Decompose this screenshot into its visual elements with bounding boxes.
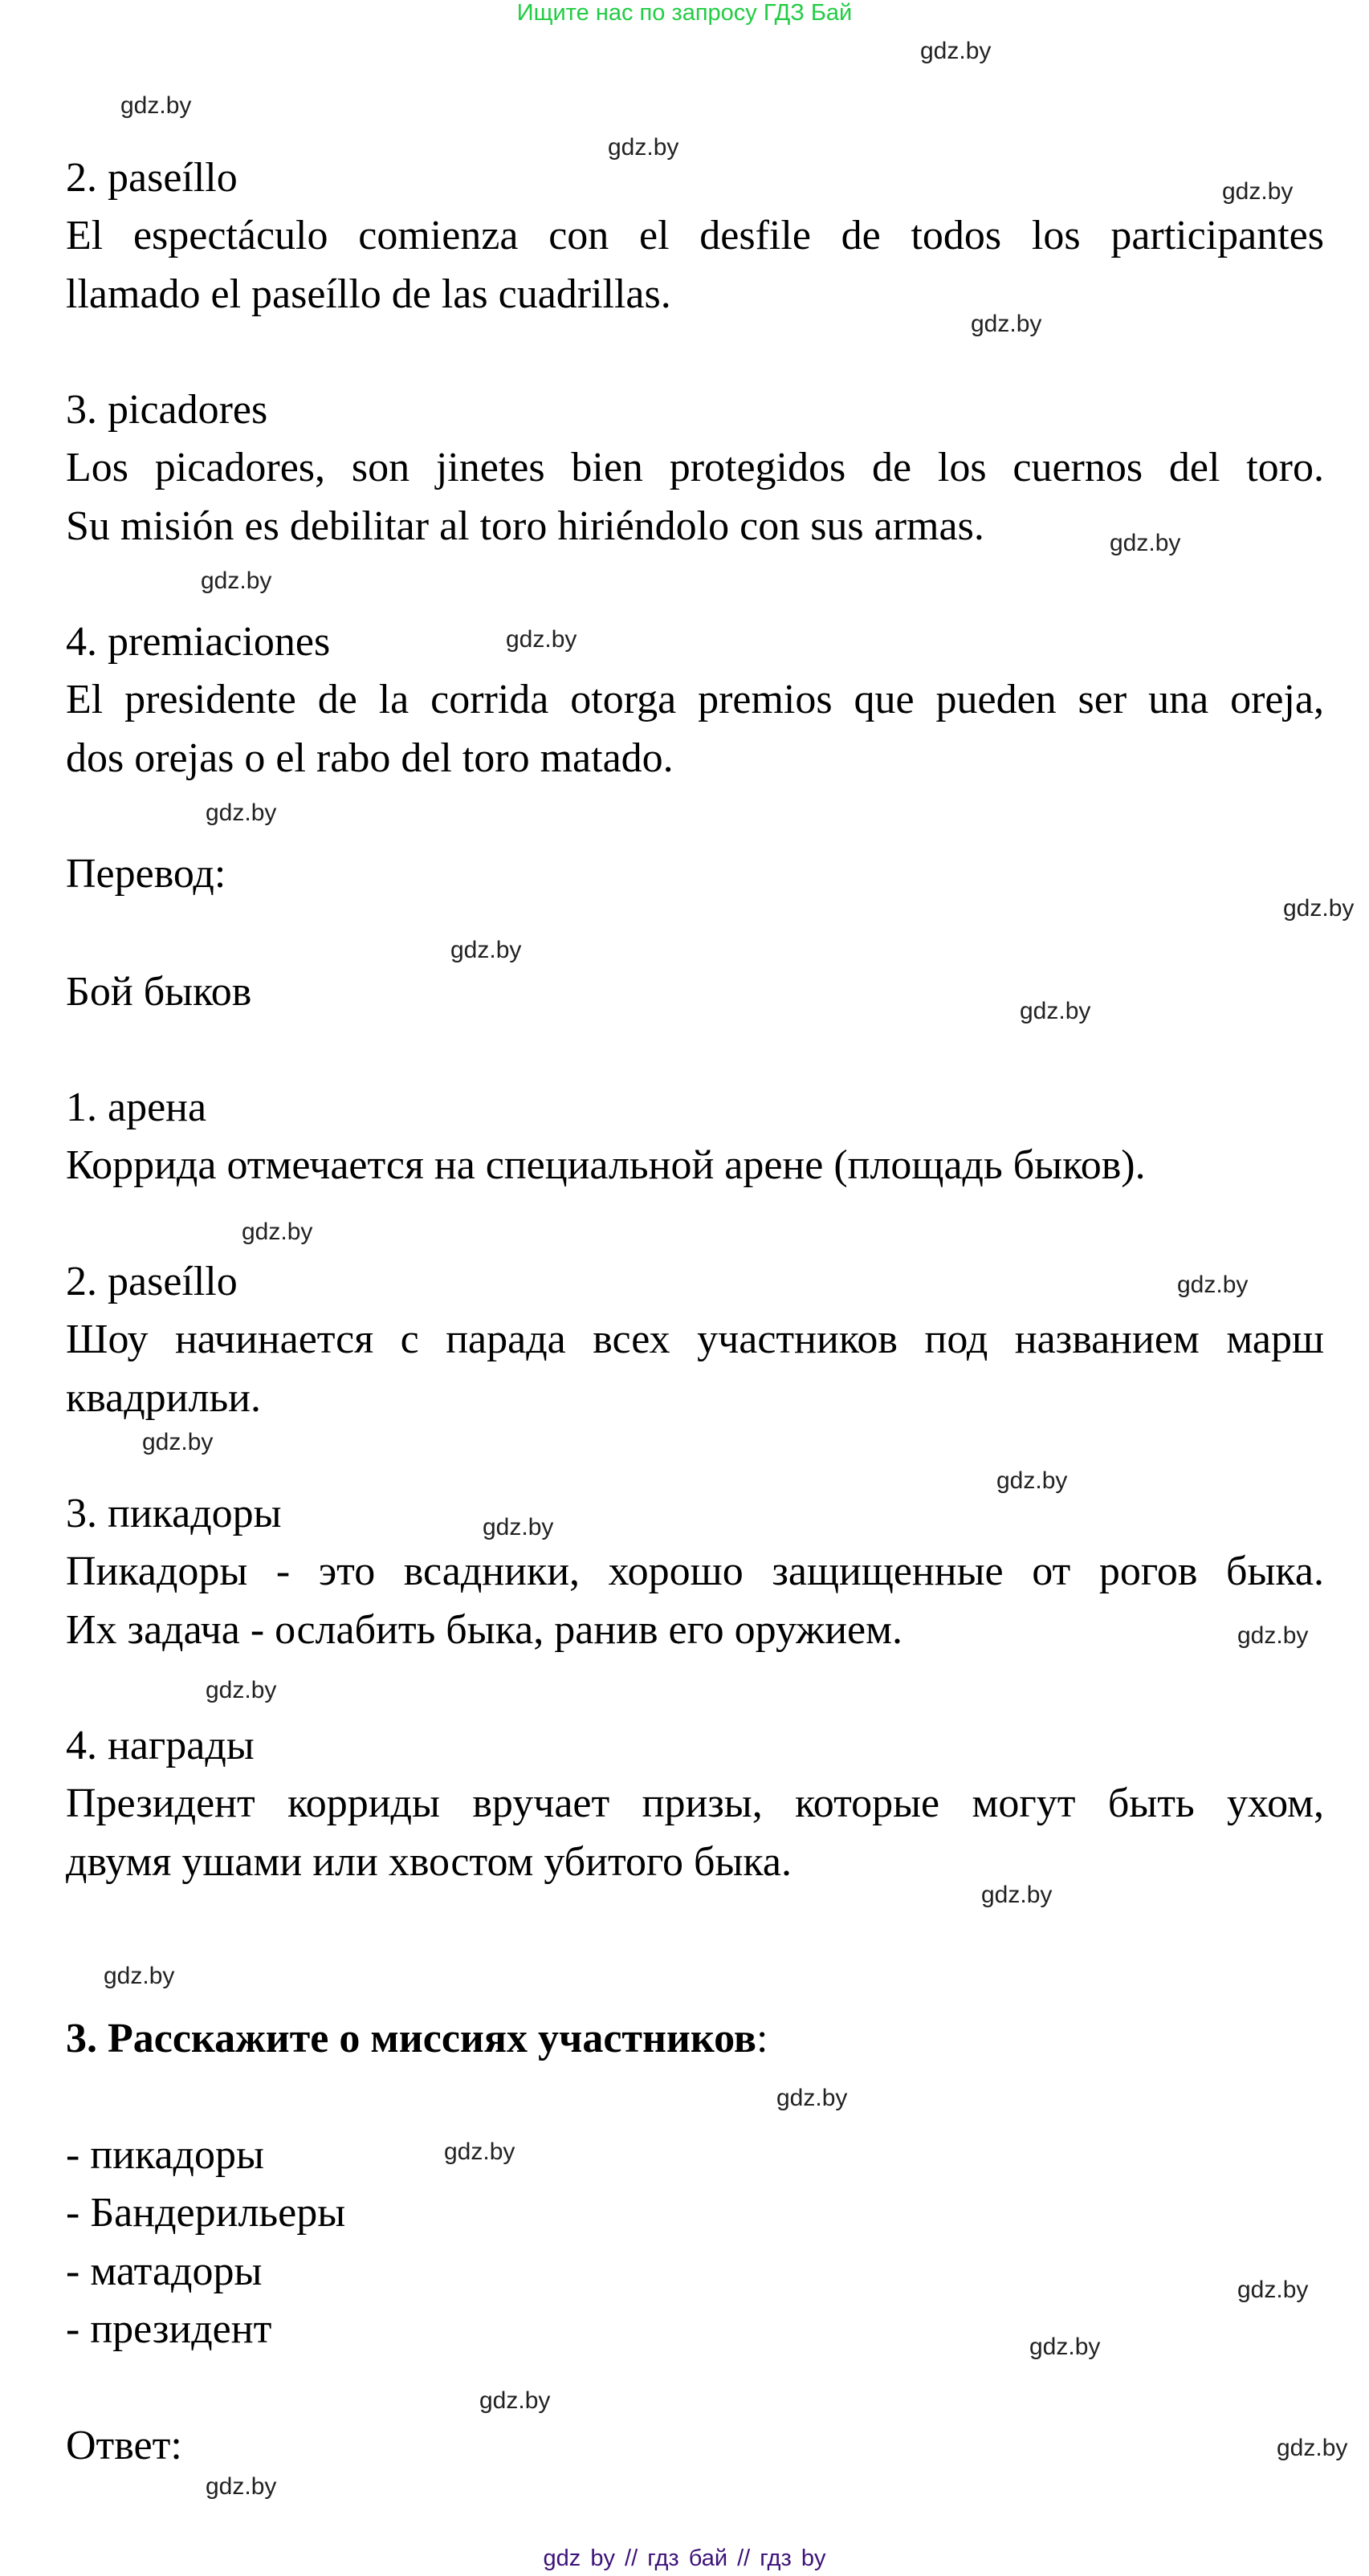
watermark: gdz.by [1110,530,1181,556]
watermark: gdz.by [776,2085,848,2111]
item-text: El presidente de la corrida otorga premios que pueden ser una oreja, [66,677,1324,722]
item-text: llamado el paseíllo de las cuadrillas. [66,271,671,317]
item-text: Su misión es debilitar al toro hiriéndolo con sus armas. [66,503,984,549]
watermark: gdz.by [120,92,192,119]
watermark: gdz.by [506,626,577,653]
watermark: gdz.by [104,1963,175,1989]
item-text: двумя ушами или хвостом убитого быка. [66,1839,792,1885]
watermark: gdz.by [206,1677,277,1703]
task-heading-text: 3. Расскажите о миссиях участников [66,2016,756,2061]
watermark: gdz.by [971,311,1042,337]
item-title: 1. арена [66,1085,207,1130]
watermark: gdz.by [206,800,277,826]
watermark: gdz.by [1283,895,1355,922]
item-text: Президент корриды вручает призы, которые могут быть ухом, [66,1780,1324,1826]
task-heading-colon: : [756,2016,768,2061]
watermark: gdz.by [996,1467,1068,1494]
watermark: gdz.by [1029,2334,1101,2360]
item-text: Коррида отмечается на специальной арене (площадь быков). [66,1142,1146,1188]
watermark: gdz.by [479,2387,551,2414]
item-text: Шоу начинается с парада всех участников под названием марш [66,1316,1324,1362]
list-item: - президент [66,2306,272,2352]
item-title: 2. paseíllo [66,155,238,201]
item-text: квадрильи. [66,1375,261,1421]
item-text: dos orejas o el rabo del toro matado. [66,735,674,781]
item-title: 3. picadores [66,387,268,433]
watermark: gdz.by [1222,178,1294,205]
watermark: gdz.by [1237,1622,1309,1649]
watermark: gdz.by [920,38,992,64]
search-banner[interactable]: Ищите нас по запросу ГДЗ Бай [516,0,853,26]
item-text: El espectáculo comienza con el desfile de todos los participantes [66,213,1324,258]
item-text: Их задача - ослабить быка, ранив его оружием. [66,1607,903,1653]
watermark: gdz.by [1237,2277,1309,2303]
item-text: Los picadores, son jinetes bien protegidos de los cuernos del toro. [66,445,1324,490]
list-item: - матадоры [66,2248,263,2294]
item-title: 2. paseíllo [66,1259,238,1304]
list-item: - пикадоры [66,2132,264,2178]
list-item: - Бандерильеры [66,2190,346,2236]
answer-label: Ответ: [66,2423,182,2468]
watermark: gdz.by [450,937,522,963]
translation-title: Бой быков [66,969,252,1015]
task-heading [66,2015,768,2063]
watermark: gdz.by [1177,1272,1249,1298]
watermark: gdz.by [206,2473,277,2500]
watermark: gdz.by [483,1514,554,1540]
watermark: gdz.by [142,1429,214,1455]
footer-links[interactable]: gdz by // гдз бай // гдз by [543,2545,826,2571]
watermark: gdz.by [444,2139,515,2165]
translation-label: Перевод: [66,851,226,897]
watermark: gdz.by [1020,998,1091,1024]
watermark: gdz.by [981,1882,1053,1908]
item-text: Пикадоры - это всадники, хорошо защищенные от рогов быка. [66,1548,1324,1594]
item-title: 3. пикадоры [66,1491,282,1536]
item-title: 4. награды [66,1723,255,1768]
watermark: gdz.by [201,568,272,594]
watermark: gdz.by [1277,2435,1348,2461]
watermark: gdz.by [242,1219,313,1245]
watermark: gdz.by [608,134,679,161]
item-title: 4. premiaciones [66,619,331,665]
